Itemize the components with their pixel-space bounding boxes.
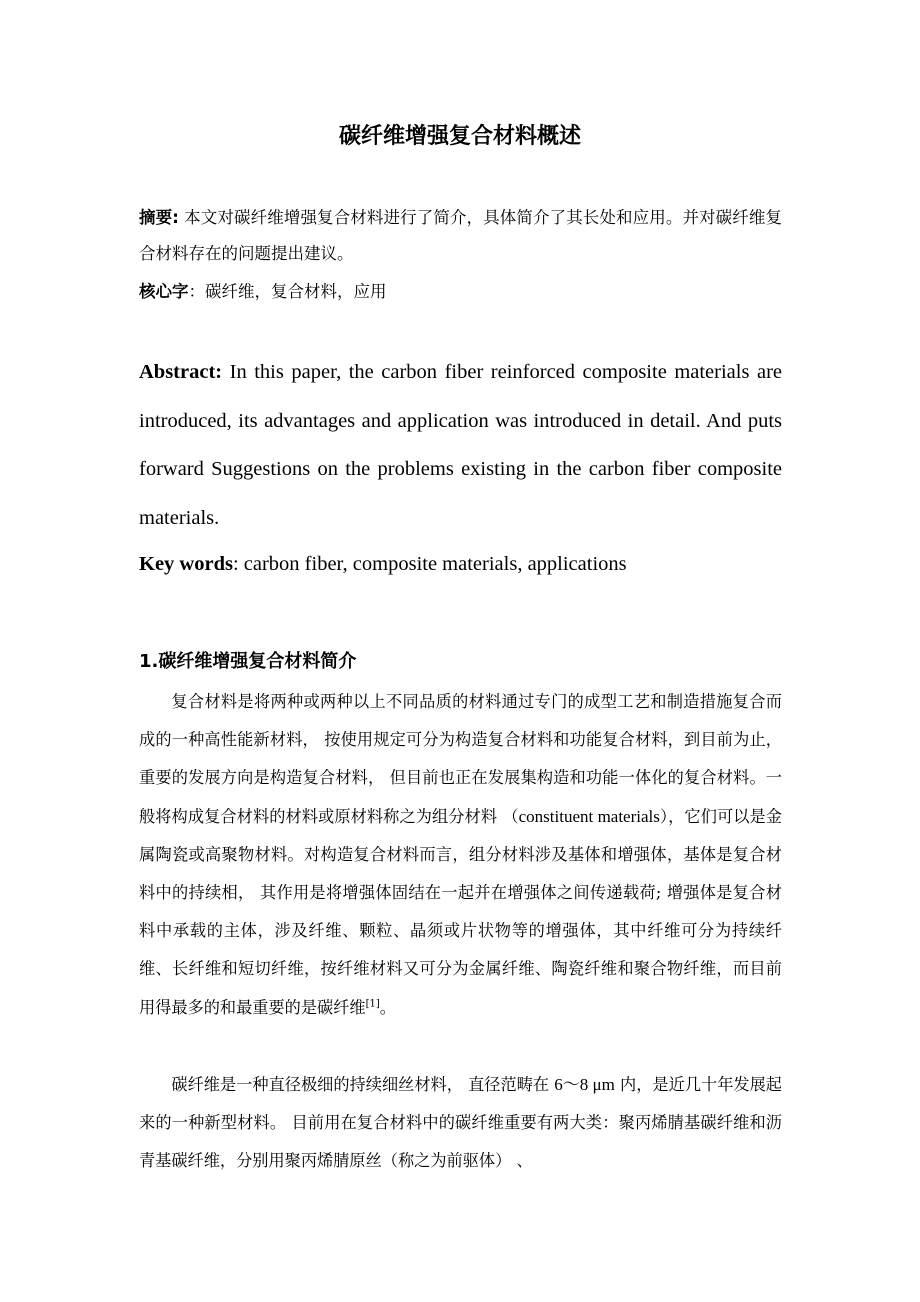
abstract-en-label: Abstract: [139, 361, 223, 383]
section-heading: 1.碳纤维增强复合材料简介 [139, 651, 357, 672]
keywords-en-label: Key words [139, 553, 233, 575]
paragraph-2-text-b: 内，是近几十年发展起来的一种新型材料。 目前用在复合材料中的碳纤维重要有两大类：聚丙烯腈基碳纤维和沥青基碳纤维，分别用聚丙烯腈原丝（称之为前驱体） 、 [139, 1075, 782, 1171]
paragraph-1-latin-term: constituent materials [518, 806, 660, 826]
keywords-en-text: : carbon fiber, composite materials, applications [232, 553, 627, 575]
abstract-en-text: In this paper, the carbon fiber reinforced composite materials are introduced, its advantages and application was introduced in detail. And puts forward Suggestions on the problems existing in the carbon fiber composite materials. [139, 361, 782, 529]
section-paragraph-1 [139, 683, 782, 1027]
keywords-cn-text: ：碳纤维，复合材料，应用 [188, 282, 387, 301]
section-paragraph-2 [139, 1066, 782, 1181]
abstract-cn-label: 摘要: [139, 208, 179, 227]
abstract-en [139, 348, 782, 542]
keywords-cn [139, 274, 782, 310]
paragraph-1-text-b: ），它们可以是金属陶瓷或高聚物材料。对构造复合材料而言，组分材料涉及基体和增强体，基体是复合材料中的持续相， 其作用是将增强体固结在一起并在增强体之间传递载荷; 增强体是复合材料中承载的主体，涉及纤维、颗粒、晶须或片状物等的增强体，其中纤维可分为持续纤维、长纤维和短切纤维，按纤维材料又可分为金属纤维、陶瓷纤维和聚合物纤维，而目前用得最多的和最重要的是碳纤维 [139, 806, 782, 1017]
paragraph-2-text-a: 碳纤维是一种直径极细的持续细丝材料， 直径范畴在 [171, 1075, 555, 1094]
diameter-range: 6～8 μm [554, 1075, 615, 1094]
abstract-cn [139, 200, 782, 272]
paragraph-1-text-a: 复合材料是将两种或两种以上不同品质的材料通过专门的成型工艺和制造措施复合而成的一种高性能新材料， 按使用规定可分为构造复合材料和功能复合材料，到目前为止，重要的发展方向是构造复合材料， 但目前也正在发展集构造和功能一体化的复合材料。一般将构成复合材料的材料或原材料称之为组分材料 （ [139, 692, 782, 826]
citation-ref: [1] [365, 998, 380, 1010]
paragraph-1-end: 。 [379, 997, 396, 1017]
keywords-en [139, 540, 782, 588]
paper-title: 碳纤维增强复合材料概述 [338, 124, 581, 149]
abstract-cn-text: 本文对碳纤维增强复合材料进行了简介，具体简介了其长处和应用。并对碳纤维复合材料存在的问题提出建议。 [139, 208, 782, 263]
keywords-cn-label: 核心字 [139, 282, 189, 301]
